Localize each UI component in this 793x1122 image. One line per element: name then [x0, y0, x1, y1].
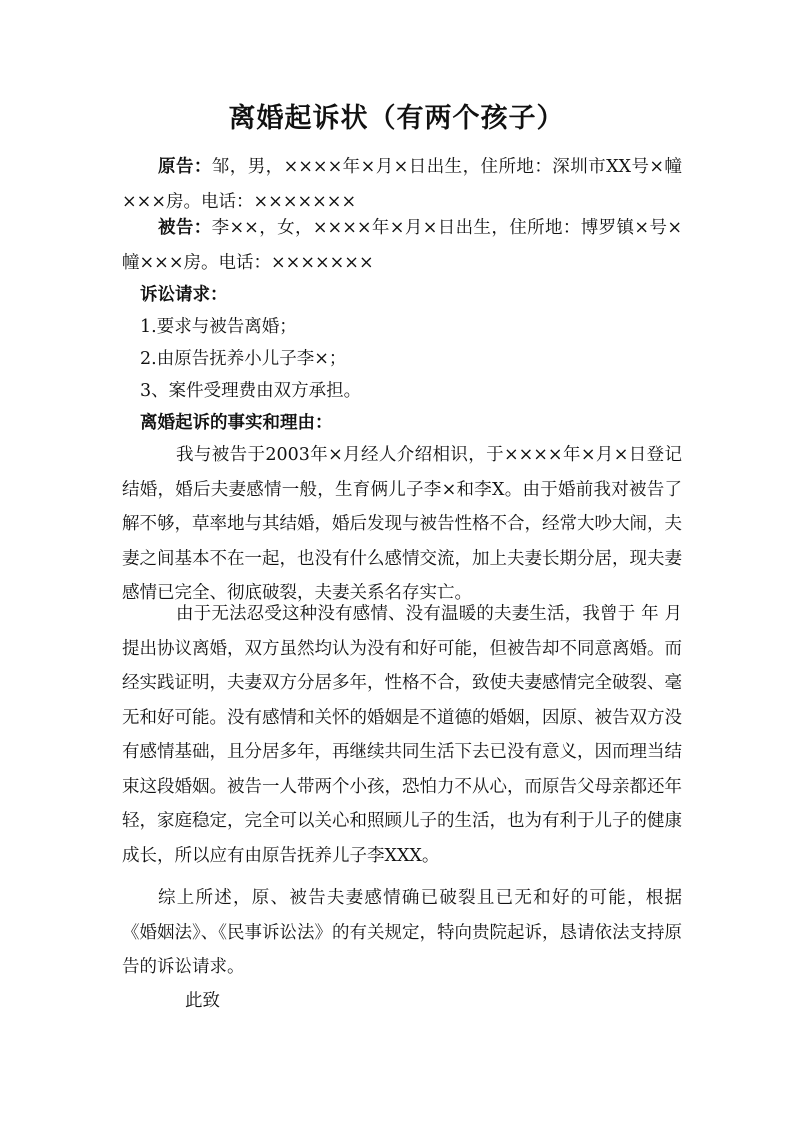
facts-paragraph-3: 综上所述，原、被告夫妻感情确已破裂且已无和好的可能，根据《婚姻法》、《民事诉讼法》的有关规定，特向贵院起诉，恳请依法支持原告的诉讼请求。: [122, 888, 682, 977]
claim-item-1: 1.要求与被告离婚；: [140, 317, 297, 337]
facts-paragraph-2: 由于无法忍受这种没有感情、没有温暖的夫妻生活，我曾于 年 月提出协议离婚，双方虽然均认为没有和好可能，但被告却不同意离婚。而经实践证明，夫妻双方分居多年，性格不合，致使夫妻感情完全破裂、毫无和好可能。没有感情和关怀的婚姻是不道德的婚姻，因原、被告双方没有感情基础，且分居多年，再继续共同生活下去已没有意义，因而理当结束这段婚姻。被告一人带两个小孩，恐怕力不从心，而原告父母亲都还年轻，家庭稳定，完全可以关心和照顾儿子的生活，也为有利于儿子的健康成长，所以应有由原告抚养儿子李XXX。: [122, 604, 682, 866]
facts-heading: 离婚起诉的事实和理由：: [140, 413, 333, 433]
claim-item-2: 2.由原告抚养小儿子李×；: [140, 349, 347, 369]
document-title: 离婚起诉状（有两个孩子）: [228, 103, 565, 134]
defendant-label: 被告：: [158, 218, 212, 238]
facts-paragraph-1: 我与被告于2003年×月经人介绍相识，于××××年×月×日登记结婚，婚后夫妻感情一般，生育俩儿子李×和李X。由于婚前我对被告了解不够，草率地与其结婚，婚后发现与被告性格不合，经常大吵大闹，夫妻之间基本不在一起，也没有什么感情交流，加上夫妻长期分居，现夫妻感情已完全、彻底破裂，夫妻关系名存实亡。: [122, 445, 682, 603]
plaintiff-text: 邹，男，××××年×月×日出生，住所地：深圳市XX号×幢×××房。电话：×××××××: [122, 157, 683, 212]
claim-item-3: 3、案件受理费由双方承担。: [140, 381, 362, 401]
defendant-text: 李××，女，××××年×月×日出生，住所地：博罗镇×号×幢×××房。电话：×××××××: [122, 218, 682, 273]
claims-heading: 诉讼请求：: [140, 285, 228, 305]
plaintiff-paragraph: [122, 150, 682, 219]
plaintiff-label: 原告：: [158, 157, 212, 177]
defendant-paragraph: [122, 211, 682, 280]
closing-text: 此致: [185, 991, 220, 1011]
